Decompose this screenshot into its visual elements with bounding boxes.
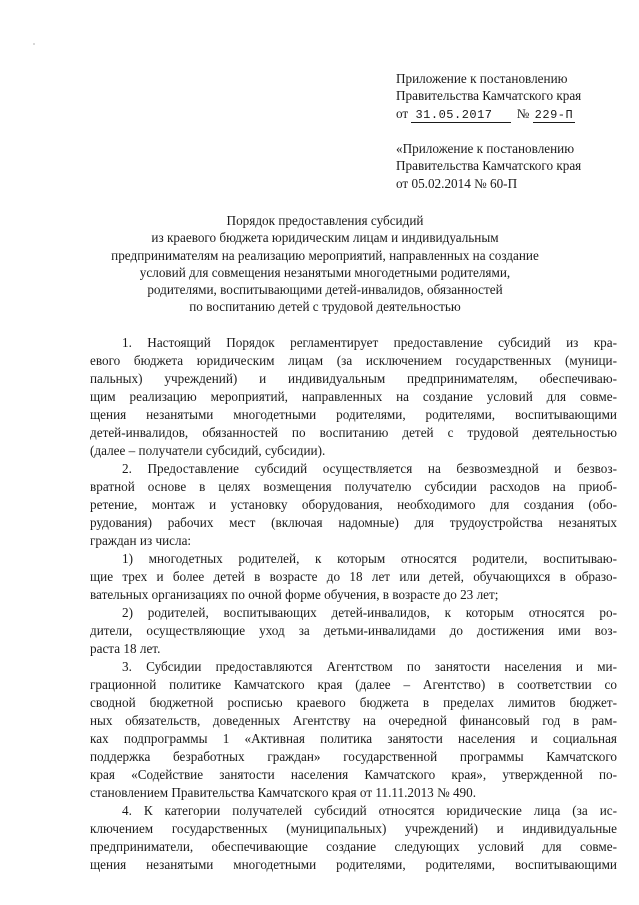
body-line: рудования) рабочих мест (включая надомные) для трудоустройства незанятых	[90, 515, 617, 530]
body-line: евого бюджета юридическим лицам (за исключением государственных (муници-	[90, 353, 617, 368]
previous-attachment-line-1: «Приложение к постановлению	[396, 141, 575, 156]
body-line: раста 18 лет.	[90, 641, 161, 656]
title-line: по воспитанию детей с трудовой деятельностью	[189, 299, 461, 315]
body-line: ных обязательств, доведенных Агентству на очередной финансовый год в рам-	[90, 713, 617, 728]
document-title	[60, 212, 590, 316]
date-prefix: от	[396, 105, 409, 121]
handwritten-number: 229-П	[534, 107, 574, 122]
attachment-header	[396, 70, 581, 123]
body-line: 1) многодетных родителей, к которым относятся родители, воспитываю-	[122, 551, 617, 566]
body-line: вательных организациях по очной форме обучения, в возрасте до 23 лет;	[90, 587, 499, 602]
title-line: условий для совмещения незанятыми многодетными родителями,	[139, 264, 511, 280]
body-line: 1. Настоящий Порядок регламентирует предоставление субсидий из кра-	[122, 335, 617, 350]
body-line: края «Содействие занятости населения Камчатского края», утвержденной по-	[90, 767, 617, 782]
body-line: 3. Субсидии предоставляются Агентством по занятости населения и ми-	[122, 659, 617, 674]
title-line: Порядок предоставления субсидий	[226, 213, 424, 228]
body-line: (далее – получатели субсидий, субсидии).	[90, 443, 326, 458]
body-line: ключением государственных (муниципальных) учреждений) и индивидуальные	[90, 821, 617, 836]
body-line: щения незанятыми многодетными родителями, родителями, воспитывающими	[90, 407, 617, 422]
body-line: щие трех и более детей в возрасте до 18 лет или детей, обучающихся в образо-	[90, 569, 617, 584]
body-line: поддержка безработных граждан» государственной программы Камчатского	[90, 749, 617, 764]
body-line: сводной бюджетной росписью краевого бюджета в пределах лимитов бюджет-	[90, 695, 617, 710]
number-prefix: №	[516, 105, 530, 121]
attachment-line-1: Приложение к постановлению	[396, 71, 568, 86]
attachment-date-line	[396, 105, 581, 123]
body-line: пальных) учреждений) и индивидуальным предпринимателям, обеспечиваю-	[90, 371, 617, 386]
title-line: из краевого бюджета юридическим лицам и индивидуальным	[151, 230, 499, 246]
attachment-line-2: Правительства Камчатского края	[396, 88, 582, 104]
body-line: щения незанятыми многодетными родителями, родителями, воспитывающими	[90, 857, 617, 872]
handwritten-date: 31.05.2017	[411, 109, 511, 123]
body-line: дители, осуществляющие уход за детьми-инвалидами до достижения ими воз-	[90, 623, 617, 638]
previous-attachment-line-2: Правительства Камчатского края	[396, 158, 582, 174]
body-line: 4. К категории получателей субсидий относятся юридические лица (за ис-	[122, 803, 617, 818]
previous-attachment-header	[396, 140, 581, 192]
body-line: грационной политике Камчатского края (далее – Агентство) в соответствии со	[90, 677, 617, 692]
body-line: ретение, монтаж и установку оборудования, необходимого для создания (обо-	[90, 497, 617, 512]
body-line: 2) родителей, воспитывающих детей-инвалидов, к которым относятся ро-	[122, 605, 617, 620]
body-line: вратной основе в целях возмещения получателю субсидии расходов на приоб-	[90, 479, 617, 494]
title-line: родителями, воспитывающими детей-инвалидов, обязанностей	[147, 282, 503, 298]
scan-speck	[33, 43, 35, 45]
body-line: детей-инвалидов, обязанностей по воспитанию детей с трудовой деятельностью	[90, 425, 617, 440]
body-line: предприниматели, обеспечивающие создание следующих условий для совме-	[90, 839, 617, 854]
body-line: становлением Правительства Камчатского края от 11.11.2013 № 490.	[90, 785, 477, 800]
body-line: граждан из числа:	[90, 533, 192, 548]
previous-attachment-line-3: от 05.02.2014 № 60-П	[396, 175, 518, 191]
body-line: щим реализацию мероприятий, направленных на создание условий для совме-	[90, 389, 617, 404]
document-body	[90, 334, 617, 874]
title-line: предпринимателям на реализацию мероприятий, направленных на создание	[111, 247, 539, 263]
body-line: ках подпрограммы 1 «Активная политика занятости населения и социальная	[90, 731, 617, 746]
body-line: 2. Предоставление субсидий осуществляется на безвозмездной и безвоз-	[122, 461, 617, 476]
